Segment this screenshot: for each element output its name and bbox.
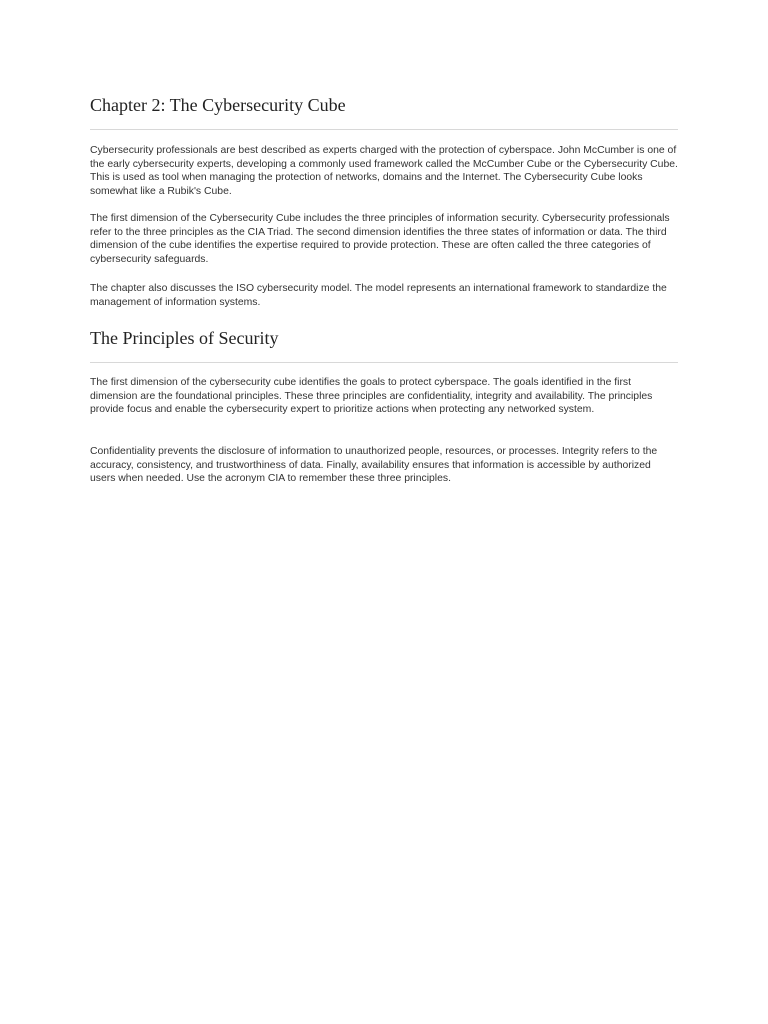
heading-divider xyxy=(90,129,678,130)
chapter-heading: Chapter 2: The Cybersecurity Cube xyxy=(90,95,346,115)
paragraph: The first dimension of the cybersecurity cube identifies the goals to protect cyberspace. The goals identified in the first dimension are the foundational principles. These three principles are confidentiality, integrity and availability. The principles provide focus and enable the cybersecurity expert to prioritize actions when protecting any networked system. xyxy=(90,377,653,416)
paragraph: The chapter also discusses the ISO cybersecurity model. The model represents an international framework to standardize the management of information systems. xyxy=(90,283,667,308)
section-heading: The Principles of Security xyxy=(90,328,279,348)
heading-divider xyxy=(90,362,678,363)
paragraph: Confidentiality prevents the disclosure of information to unauthorized people, resources, or processes. Integrity refers to the accuracy, consistency, and trustworthiness of data. Finally, availability ensures that information is accessible by authorized users when needed. Use the acronym CIA to remember these three principles. xyxy=(90,446,658,485)
paragraph: Cybersecurity professionals are best described as experts charged with the protection of cyberspace. John McCumber is one of the early cybersecurity experts, developing a commonly used framework called the McCumber Cube or the Cybersecurity Cube. This is used as tool when managing the protection of networks, domains and the Internet. The Cybersecurity Cube looks somewhat like a Rubik's Cube. xyxy=(90,145,678,197)
paragraph: The first dimension of the Cybersecurity Cube includes the three principles of information security. Cybersecurity professionals refer to the three principles as the CIA Triad. The second dimension identifies the three states of information or data. The third dimension of the cube identifies the expertise required to provide protection. These are often called the three categories of cybersecurity safeguards. xyxy=(90,213,670,265)
